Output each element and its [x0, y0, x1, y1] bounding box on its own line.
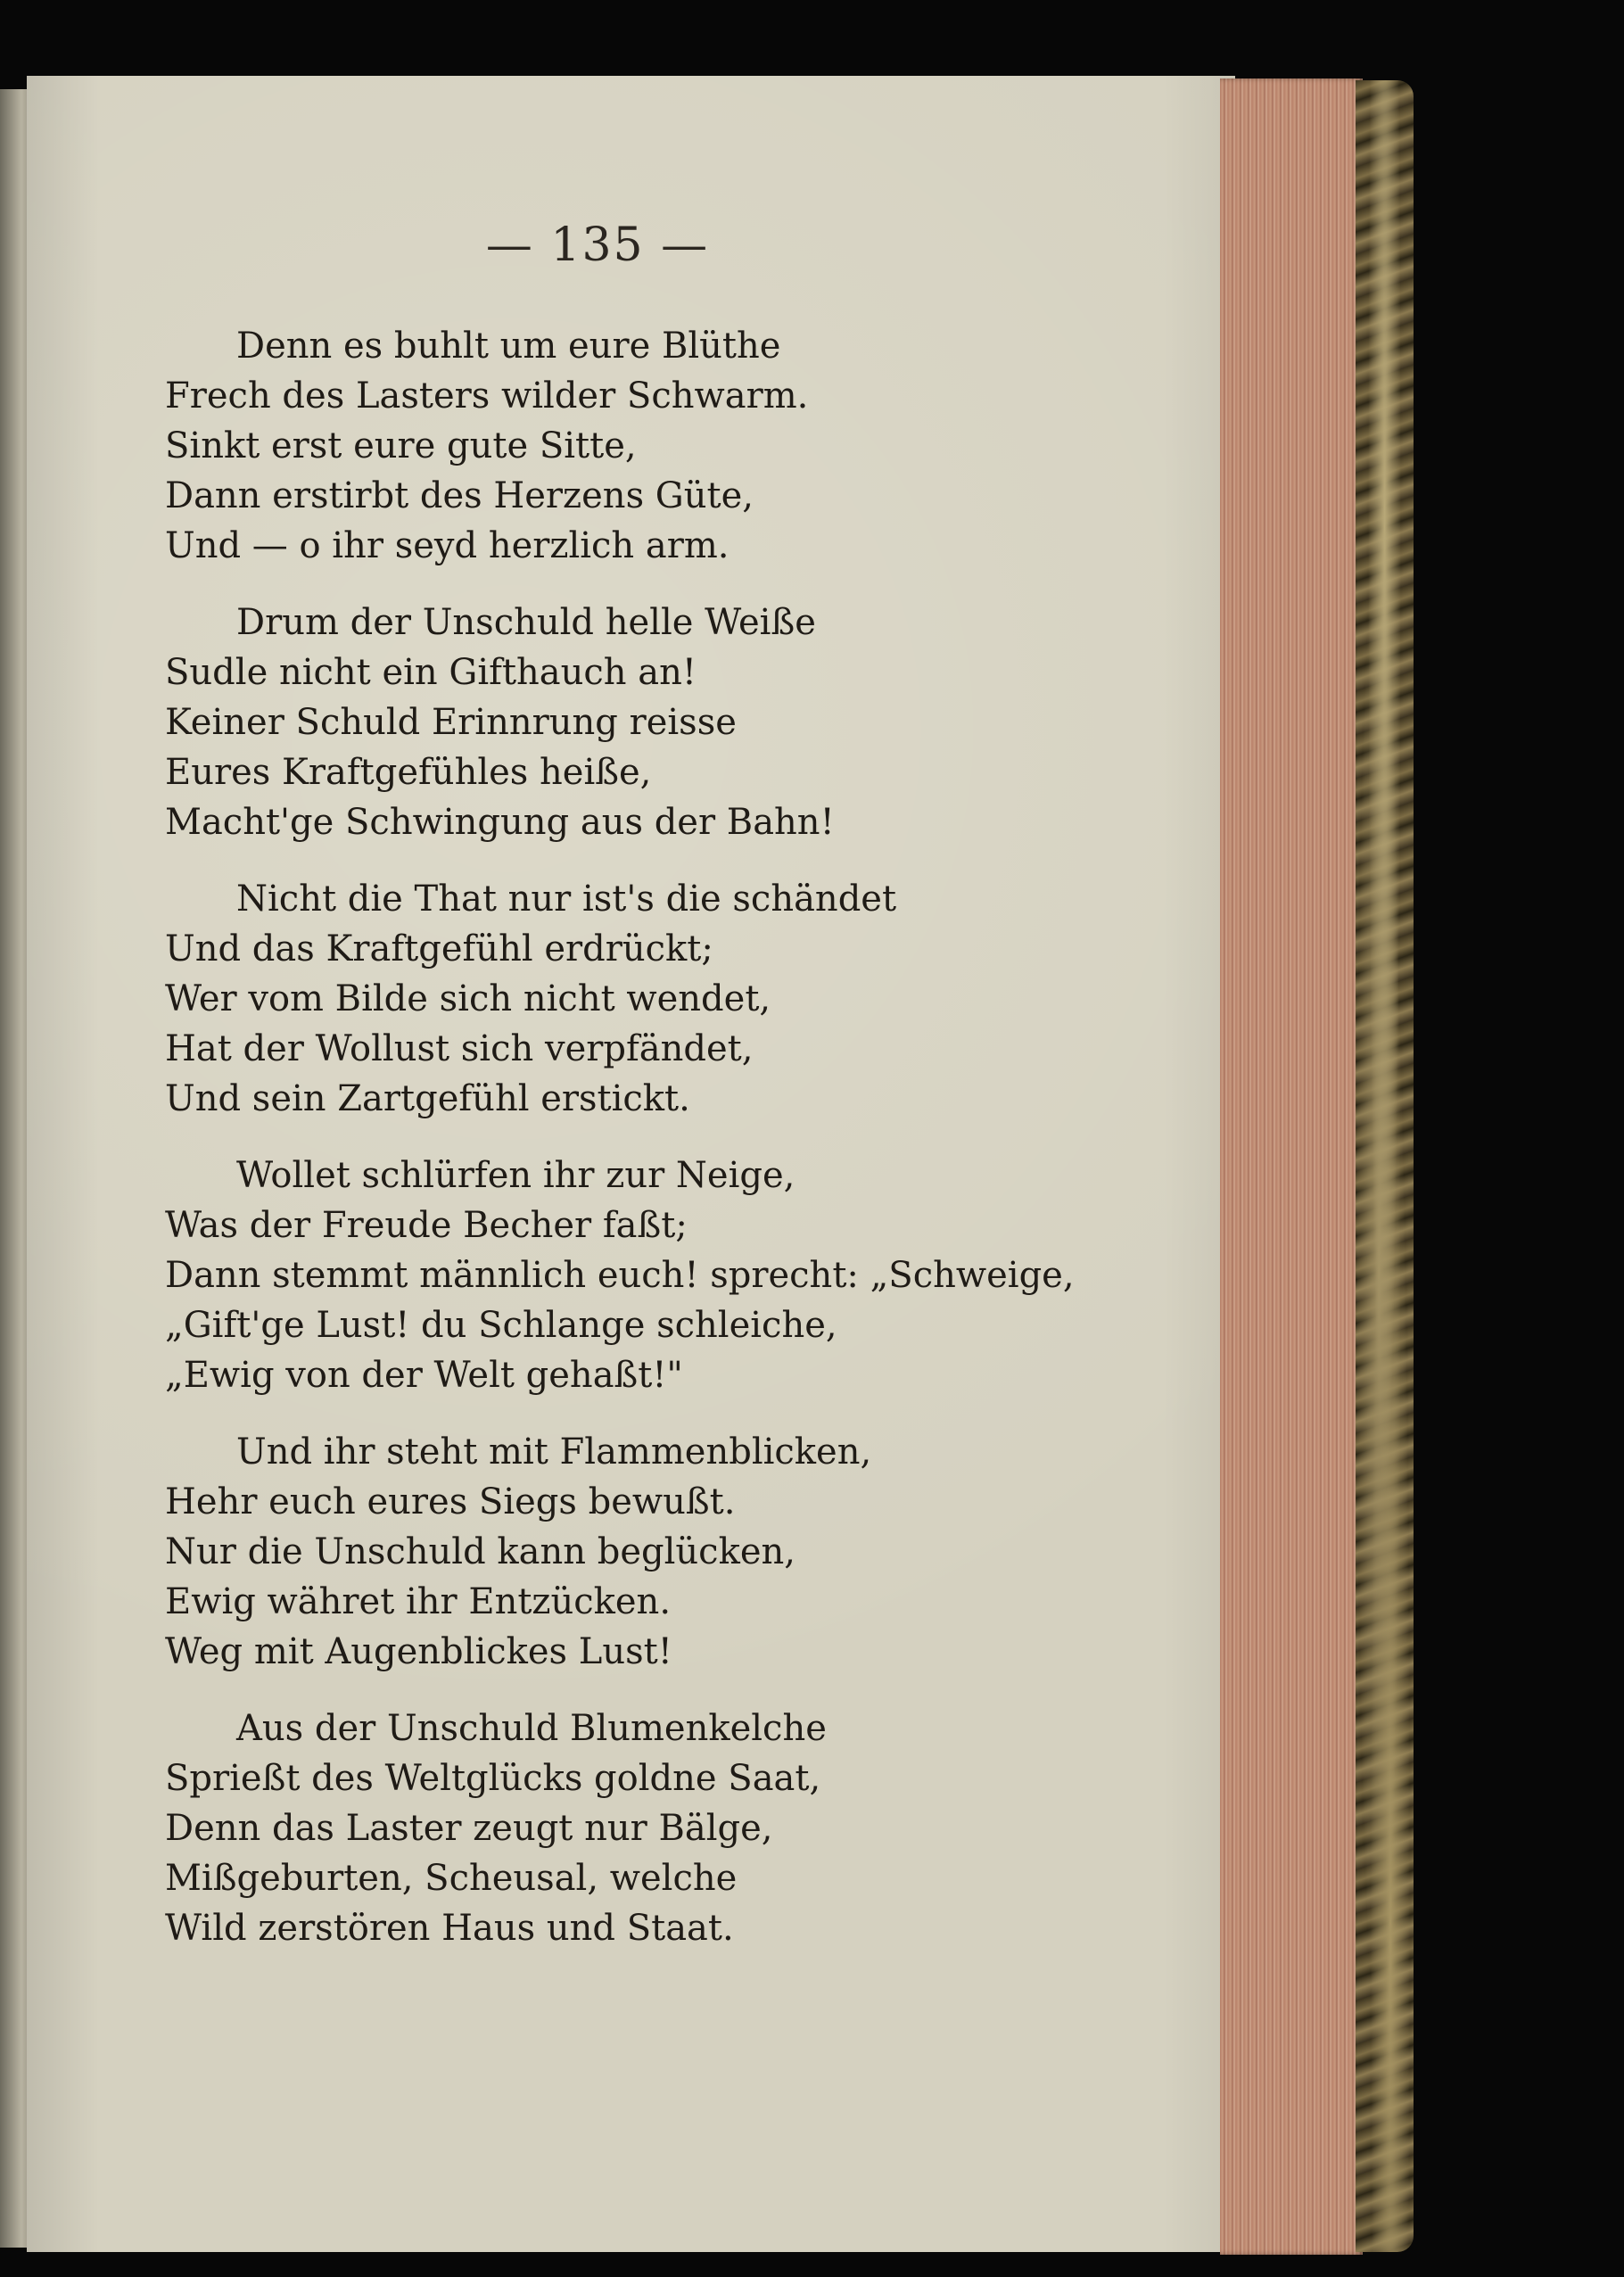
- poem-line: Nicht die That nur ist's die schändet: [236, 879, 897, 920]
- poem-line: Und das Kraftgefühl erdrückt;: [165, 928, 713, 969]
- poem-line: „Ewig von der Welt gehaßt!": [165, 1355, 683, 1396]
- poem-line: Was der Freude Becher faßt;: [165, 1205, 688, 1246]
- stanza-4: [165, 1151, 1075, 1400]
- poem: [165, 321, 1075, 1980]
- poem-line: Weg mit Augenblickes Lust!: [165, 1631, 672, 1672]
- poem-line: Macht'ge Schwingung aus der Bahn!: [165, 802, 835, 843]
- poem-line: Keiner Schuld Erinnrung reisse: [165, 702, 737, 743]
- page-block-edges: [1220, 78, 1363, 2255]
- poem-line: Und — o ihr seyd herzlich arm.: [165, 525, 730, 566]
- poem-line: „Gift'ge Lust! du Schlange schleiche,: [165, 1305, 837, 1346]
- stanza-2: [165, 598, 1075, 847]
- poem-line: Aus der Unschuld Blumenkelche: [236, 1708, 827, 1749]
- poem-line: Drum der Unschuld helle Weiße: [236, 602, 816, 643]
- stanza-3: [165, 874, 1075, 1124]
- stanza-5: [165, 1427, 1075, 1677]
- poem-line: Und ihr steht mit Flammenblicken,: [236, 1431, 872, 1473]
- poem-line: Ewig währet ihr Entzücken.: [165, 1581, 672, 1622]
- poem-line: Sinkt erst eure gute Sitte,: [165, 425, 637, 466]
- poem-line: Hat der Wollust sich verpfändet,: [165, 1028, 754, 1069]
- poem-line: Wild zerstören Haus und Staat.: [165, 1908, 734, 1949]
- poem-line: Eures Kraftgefühles heiße,: [165, 752, 652, 793]
- poem-line: Dann stemmt männlich euch! sprecht: „Schweige,: [165, 1255, 1075, 1296]
- poem-line: Mißgeburten, Scheusal, welche: [165, 1858, 738, 1899]
- marbled-cover: [1356, 80, 1414, 2252]
- poem-line: Dann erstirbt des Herzens Güte,: [165, 475, 754, 516]
- poem-line: Wollet schlürfen ihr zur Neige,: [236, 1155, 796, 1196]
- page-number: — 135 —: [485, 219, 710, 272]
- poem-line: Nur die Unschuld kann beglücken,: [165, 1531, 796, 1572]
- poem-line: Denn das Laster zeugt nur Bälge,: [165, 1808, 773, 1849]
- poem-line: Denn es buhlt um eure Blüthe: [236, 326, 781, 367]
- poem-line: Frech des Lasters wilder Schwarm.: [165, 375, 809, 417]
- poem-line: Hehr euch eures Siegs bewußt.: [165, 1481, 736, 1522]
- stanza-1: [165, 321, 1075, 571]
- poem-line: Sprießt des Weltglücks goldne Saat,: [165, 1758, 821, 1799]
- stanza-6: [165, 1704, 1075, 1953]
- poem-line: Wer vom Bilde sich nicht wendet,: [165, 978, 771, 1019]
- poem-line: Und sein Zartgefühl erstickt.: [165, 1078, 690, 1119]
- poem-line: Sudle nicht ein Gifthauch an!: [165, 652, 697, 693]
